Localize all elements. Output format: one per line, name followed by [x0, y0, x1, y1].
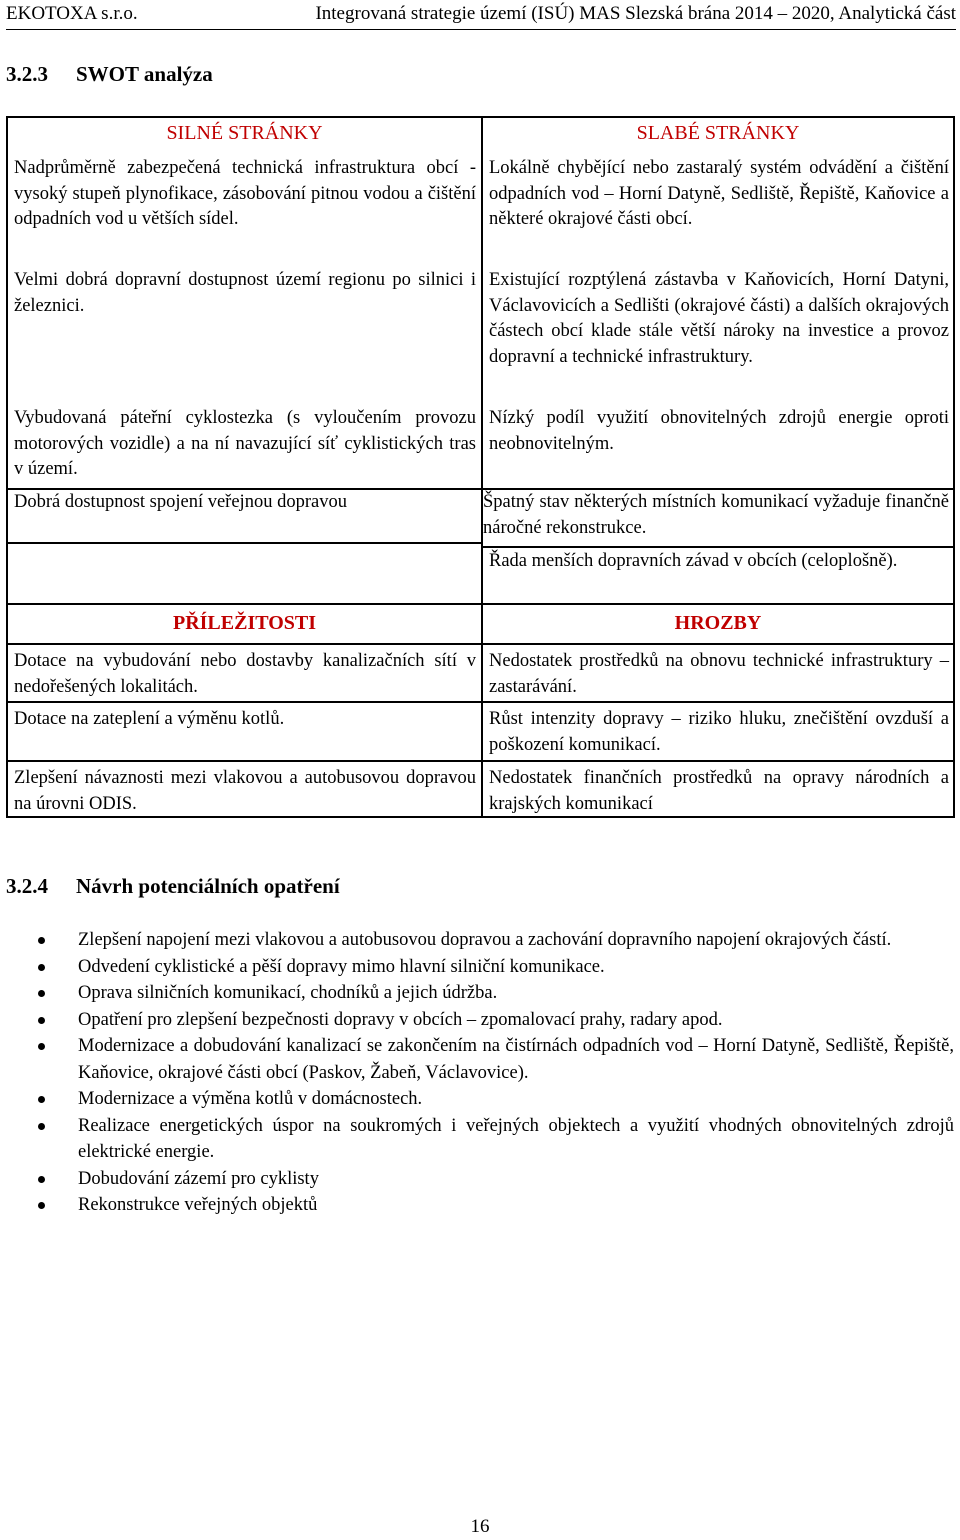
threats-heading: HROZBY — [674, 612, 762, 634]
strengths-item: Dobrá dostupnost spojení veřejnou dopravou — [14, 492, 347, 512]
weaknesses-item: Řada menších dopravních závad v obcích (celoplošně). — [489, 551, 898, 571]
list-item: Modernizace a výměna kotlů v domácnostech. — [38, 1086, 954, 1113]
threats-item: Nedostatek prostředků na obnovu technické infrastruktury – zastarávání. — [489, 651, 949, 697]
weaknesses-item: Špatný stav některých místních komunikací vyžaduje finančně náročné rekonstrukce. — [483, 492, 949, 538]
opportunities-item: Dotace na vybudování nebo dostavby kanalizačních sítí v nedořešených lokalitách. — [14, 651, 476, 697]
list-item: Opatření pro zlepšení bezpečnosti dopravy v obcích – zpomalovací prahy, radary apod. — [38, 1007, 954, 1034]
measures-section-title — [6, 874, 340, 899]
bullet-icon — [38, 1096, 45, 1103]
strengths-heading: SILNÉ STRÁNKY — [166, 122, 323, 144]
swot-section-number: 3.2.3 — [6, 62, 48, 86]
list-item: Oprava silničních komunikací, chodníků a jejich údržba. — [38, 980, 954, 1007]
swot-section-label: SWOT analýza — [76, 62, 213, 86]
strengths-item: Nadprůměrně zabezpečená technická infrastruktura obcí - vysoký stupeň plynofikace, zásobování pitnou vodou a čištění odpadních vod u větších sídel. — [14, 158, 476, 229]
weaknesses-item: Lokálně chybějící nebo zastaralý systém odvádění a čištění odpadních vod – Horní Datyně, Sedliště, Řepiště, Kaňovice a některé okrajové části obcí. — [489, 158, 949, 229]
threats-item: Nedostatek finančních prostředků na opravy národních a krajských komunikací — [489, 768, 949, 814]
bullet-icon — [38, 964, 45, 971]
weaknesses-item: Existující rozptýlená zástavba v Kaňovicích, Horní Datyni, Václavovicích a Sedlišti (okrajové části) a dalších okrajových částech obcí klade stále větší nároky na investice a provoz dopravní a technické infrastruktury. — [489, 270, 949, 367]
opportunities-item: Zlepšení návaznosti mezi vlakovou a autobusovou dopravou na úrovni ODIS. — [14, 768, 476, 814]
bullet-icon — [38, 1017, 45, 1024]
swot-strengths-end-divider — [8, 542, 481, 544]
bullet-icon — [38, 1202, 45, 1209]
strengths-item: Vybudovaná páteřní cyklostezka (s vyloučením provozu motorových vozidle) a na ní navazující síť cyklistických tras v území. — [14, 408, 476, 479]
bullet-icon — [38, 1043, 45, 1050]
list-item: Odvedení cyklistické a pěší dopravy mimo hlavní silniční komunikace. — [38, 954, 954, 981]
swot-row-divider-1 — [8, 701, 953, 703]
list-item: Rekonstrukce veřejných objektů — [38, 1192, 954, 1219]
swot-table — [6, 116, 955, 818]
weaknesses-heading: SLABÉ STRÁNKY — [636, 122, 800, 144]
measures-section-label: Návrh potenciálních opatření — [76, 874, 340, 898]
opportunities-heading: PŘÍLEŽITOSTI — [172, 612, 317, 634]
header-document-title: Integrovaná strategie území (ISÚ) MAS Slezská brána 2014 – 2020, Analytická část — [315, 3, 956, 24]
bullet-icon — [38, 1123, 45, 1130]
list-item: Realizace energetických úspor na soukromých i veřejných objektech a využití vhodných obnovitelných zdrojů elektrické energie. — [38, 1113, 954, 1166]
swot-section-title — [6, 62, 213, 87]
page-number: 16 — [470, 1516, 490, 1537]
swot-middle-divider — [8, 603, 953, 605]
swot-weakness-row-divider — [481, 546, 953, 548]
bullet-icon — [38, 937, 45, 944]
bullet-icon — [38, 1176, 45, 1183]
threats-item: Růst intenzity dopravy – riziko hluku, znečištění ovzduší a poškození komunikací. — [489, 709, 949, 755]
strengths-item: Velmi dobrá dopravní dostupnost území regionu po silnici i železnici. — [14, 270, 476, 316]
list-item: Modernizace a dobudování kanalizací se zakončením na čistírnách odpadních vod – Horní Datyně, Sedliště, Řepiště, Kaňovice, okrajové části obcí (Paskov, Žabeň, Václavovice). — [38, 1033, 954, 1086]
swot-row-divider-2 — [8, 760, 953, 762]
list-item: Dobudování zázemí pro cyklisty — [38, 1166, 954, 1193]
page-header — [6, 3, 956, 30]
bullet-icon — [38, 990, 45, 997]
measures-section-number: 3.2.4 — [6, 874, 48, 898]
weaknesses-item: Nízký podíl využití obnovitelných zdrojů energie oproti neobnovitelným. — [489, 408, 949, 454]
measures-list — [38, 927, 954, 1219]
swot-heading-divider — [8, 643, 953, 645]
header-company: EKOTOXA s.r.o. — [6, 3, 138, 24]
opportunities-item: Dotace na zateplení a výměnu kotlů. — [14, 709, 285, 729]
list-item: Zlepšení napojení mezi vlakovou a autobusovou dopravou a zachování dopravního napojení okrajových částí. — [38, 927, 954, 954]
swot-vertical-divider — [481, 118, 483, 818]
